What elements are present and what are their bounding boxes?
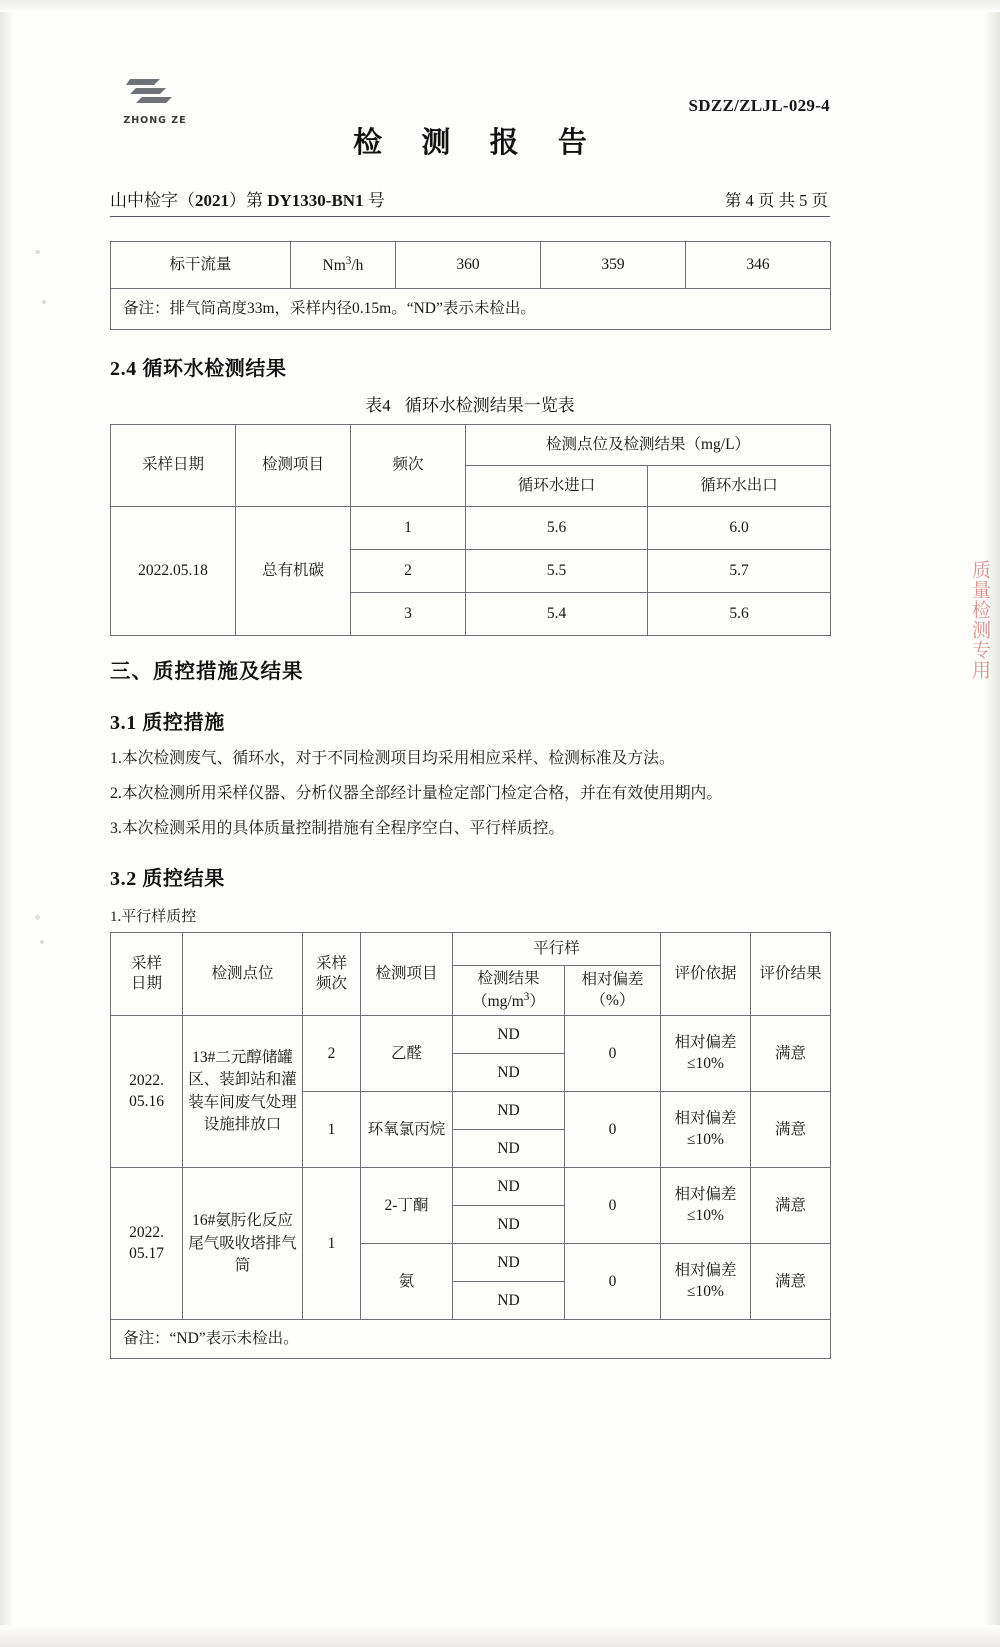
page-title: 检 测 报 告 xyxy=(353,127,603,159)
frequency-cell: 1 xyxy=(351,507,466,550)
parallel-sample-qc-table xyxy=(110,932,831,1359)
header-test-result-line1: 检测结果 xyxy=(477,970,540,988)
relative-deviation-cell: 0 xyxy=(565,1016,661,1092)
section-heading-3-1: 3.1 质控措施 xyxy=(110,712,225,734)
test-item-cell: 乙醛 xyxy=(361,1016,453,1092)
header-sampling-frequency-line1: 采样 xyxy=(315,954,347,972)
report-number-mid: ）第 xyxy=(229,191,268,210)
document-header xyxy=(110,60,830,180)
red-seal-fragment: 质量检测专用 xyxy=(969,560,990,680)
evaluation-basis-line1: 相对偏差 xyxy=(674,1186,737,1204)
evaluation-basis-cell xyxy=(661,1244,751,1320)
header-sampling-frequency-line2: 频次 xyxy=(315,975,347,993)
table-row xyxy=(111,507,831,550)
header-relative-deviation-line1: 相对偏差 xyxy=(581,971,644,989)
table-note: 备注：“ND”表示未检出。 xyxy=(111,1320,831,1359)
sampling-date-cell xyxy=(111,1168,183,1320)
flow-value-cell: 360 xyxy=(396,242,541,289)
scan-edge-top xyxy=(0,0,1000,12)
logo-text: ZHONG ZE xyxy=(123,115,187,126)
table-row xyxy=(111,289,831,330)
qc-measure-item: 2.本次检测所用采样仪器、分析仪器全部经计量检定部门检定合格，并在有效使用期内。 xyxy=(110,785,723,803)
table-note: 备注：排气筒高度33m，采样内径0.15m。“ND”表示未检出。 xyxy=(111,289,831,330)
unit-base: Nm xyxy=(322,256,346,274)
evaluation-basis-cell xyxy=(661,1168,751,1244)
sampling-date-line2: 05.17 xyxy=(129,1244,164,1262)
header-test-result xyxy=(453,966,565,1016)
header-sampling-date-line2: 日期 xyxy=(130,975,162,993)
qc-measure-item: 1.本次检测废气、循环水，对于不同检测项目均采用相应采样、检测标准及方法。 xyxy=(110,750,675,767)
header-sampling-frequency xyxy=(303,933,361,1016)
continued-flow-table xyxy=(110,241,831,330)
unit-base: （mg/m xyxy=(472,992,524,1010)
flow-unit-cell xyxy=(291,242,396,289)
evaluation-basis-cell xyxy=(661,1092,751,1168)
header-points-and-results: 检测点位及检测结果（mg/L） xyxy=(466,425,831,466)
table-row xyxy=(111,1168,831,1206)
header-evaluation-conclusion: 评价结果 xyxy=(751,933,831,1016)
relative-deviation-cell: 0 xyxy=(565,1244,661,1320)
unit-tail: ） xyxy=(529,992,545,1010)
header-test-result-unit xyxy=(472,990,545,1010)
parallel-sample-label: 1.平行样质控 xyxy=(110,909,197,926)
evaluation-basis-line2: ≤10% xyxy=(687,1282,724,1300)
inlet-value-cell: 5.5 xyxy=(466,550,648,593)
report-number-prefix: 山中检字（ xyxy=(110,191,195,210)
test-result-cell: ND xyxy=(453,1092,565,1130)
sampling-frequency-cell: 1 xyxy=(303,1092,361,1168)
sampling-date-line1: 2022. xyxy=(129,1072,164,1090)
table-header-row xyxy=(111,425,831,466)
scan-speck xyxy=(35,250,40,254)
evaluation-conclusion-cell: 满意 xyxy=(751,1244,831,1320)
evaluation-conclusion-cell: 满意 xyxy=(751,1016,831,1092)
header-evaluation-basis: 评价依据 xyxy=(661,933,751,1016)
header-sampling-date-line1: 采样 xyxy=(130,954,162,972)
unit-superscript: 3 xyxy=(345,254,352,267)
table-header-row xyxy=(111,933,831,966)
table4-caption-text: 循环水检测结果一览表 xyxy=(404,396,575,415)
report-number-code: DY1330-BN1 xyxy=(267,191,364,210)
outlet-value-cell: 5.6 xyxy=(648,593,831,636)
flow-value-cell: 346 xyxy=(686,242,831,289)
qc-measure-item: 3.本次检测采用的具体质量控制措施有全程序空白、平行样质控。 xyxy=(110,820,565,838)
unit-superscript: 3 xyxy=(523,990,530,1003)
scan-speck xyxy=(42,300,46,304)
header-sampling-date: 采样日期 xyxy=(111,425,236,507)
evaluation-basis-line1: 相对偏差 xyxy=(674,1262,737,1280)
header-water-inlet: 循环水进口 xyxy=(466,466,648,507)
header-frequency: 频次 xyxy=(351,425,466,507)
table4-caption xyxy=(110,391,830,416)
header-relative-deviation-line2: （%） xyxy=(590,991,635,1009)
evaluation-basis-line2: ≤10% xyxy=(687,1130,724,1148)
sampling-date-cell xyxy=(111,1016,183,1168)
section-heading-3: 三、质控措施及结果 xyxy=(110,661,304,683)
scan-edge-left xyxy=(0,0,14,1647)
scan-speck xyxy=(35,915,40,920)
header-water-outlet: 循环水出口 xyxy=(648,466,831,507)
section-heading-3-2: 3.2 质控结果 xyxy=(110,868,225,891)
flow-label-cell: 标干流量 xyxy=(111,242,291,289)
frequency-cell: 2 xyxy=(351,550,466,593)
document-code: SDZZ/ZLJL-029-4 xyxy=(688,96,830,115)
test-item-cell: 总有机碳 xyxy=(236,507,351,636)
evaluation-conclusion-cell: 满意 xyxy=(751,1168,831,1244)
document-content xyxy=(110,60,830,1359)
test-result-cell: ND xyxy=(453,1206,565,1244)
evaluation-basis-cell xyxy=(661,1016,751,1092)
test-point-cell: 13#二元醇储罐区、装卸站和灌装车间废气处理设施排放口 xyxy=(183,1016,303,1168)
sampling-date-line1: 2022. xyxy=(129,1224,164,1242)
flow-value-cell: 359 xyxy=(541,242,686,289)
inlet-value-cell: 5.4 xyxy=(466,593,648,636)
test-point-cell: 16#氨肟化反应尾气吸收塔排气筒 xyxy=(183,1168,303,1320)
evaluation-basis-line1: 相对偏差 xyxy=(674,1034,737,1052)
test-item-cell: 2-丁酮 xyxy=(361,1168,453,1244)
header-test-item: 检测项目 xyxy=(361,933,453,1016)
sampling-frequency-cell: 1 xyxy=(303,1168,361,1320)
sampling-date-line2: 05.16 xyxy=(129,1092,164,1110)
outlet-value-cell: 6.0 xyxy=(648,507,831,550)
table-row xyxy=(111,242,831,289)
inlet-value-cell: 5.6 xyxy=(466,507,648,550)
scan-edge-right xyxy=(984,0,1000,1647)
report-number-suffix: 号 xyxy=(363,191,385,210)
relative-deviation-cell: 0 xyxy=(565,1092,661,1168)
scan-edge-bottom xyxy=(0,1625,1000,1647)
frequency-cell: 3 xyxy=(351,593,466,636)
header-test-item: 检测项目 xyxy=(236,425,351,507)
unit-tail: /h xyxy=(351,256,364,274)
report-number-year: 2021 xyxy=(195,191,229,210)
sampling-date-cell: 2022.05.18 xyxy=(111,507,236,636)
page-number: 第 4 页 共 5 页 xyxy=(724,191,828,210)
table-row xyxy=(111,1320,831,1359)
test-result-cell: ND xyxy=(453,1168,565,1206)
header-relative-deviation xyxy=(565,966,661,1016)
logo-mark-icon xyxy=(110,75,200,113)
evaluation-basis-line1: 相对偏差 xyxy=(674,1110,737,1128)
evaluation-conclusion-cell: 满意 xyxy=(751,1092,831,1168)
test-result-cell: ND xyxy=(453,1244,565,1282)
outlet-value-cell: 5.7 xyxy=(648,550,831,593)
relative-deviation-cell: 0 xyxy=(565,1168,661,1244)
header-sampling-date xyxy=(111,933,183,1016)
evaluation-basis-line2: ≤10% xyxy=(687,1206,724,1224)
test-item-cell: 氨 xyxy=(361,1244,453,1320)
table-row xyxy=(111,1016,831,1054)
sampling-frequency-cell: 2 xyxy=(303,1016,361,1092)
evaluation-basis-line2: ≤10% xyxy=(687,1054,724,1072)
test-item-cell: 环氧氯丙烷 xyxy=(361,1092,453,1168)
section-heading-2-4: 2.4 循环水检测结果 xyxy=(110,358,287,380)
test-result-cell: ND xyxy=(453,1282,565,1320)
test-result-cell: ND xyxy=(453,1130,565,1168)
circulating-water-results-table xyxy=(110,424,831,636)
report-number xyxy=(110,186,385,211)
company-logo xyxy=(110,75,200,126)
table4-caption-number: 表4 xyxy=(365,396,391,415)
header-test-point: 检测点位 xyxy=(183,933,303,1016)
header-rule xyxy=(110,182,830,217)
test-result-cell: ND xyxy=(453,1054,565,1092)
scan-speck xyxy=(40,940,44,944)
header-parallel-sample-group: 平行样 xyxy=(453,933,661,966)
test-result-cell: ND xyxy=(453,1016,565,1054)
